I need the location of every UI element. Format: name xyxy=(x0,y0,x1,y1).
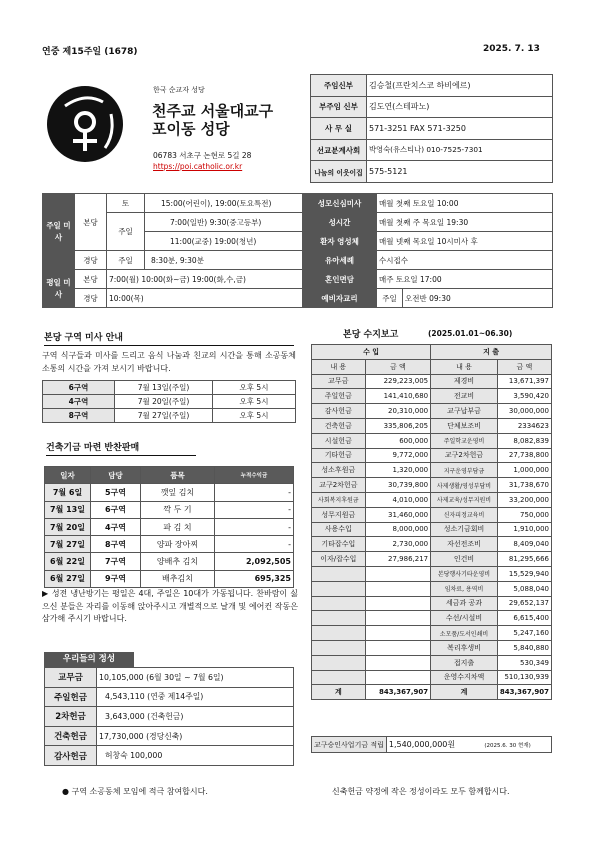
parish-address: 06783 서초구 논현로 5길 28 xyxy=(153,151,252,160)
parish-name: 포이동 성당 xyxy=(152,120,230,138)
event-cell: 7월 13일(주일) xyxy=(115,381,213,395)
bazaar-cell: 7월 13일 xyxy=(45,501,91,518)
event-cell: 7월 20일(주일) xyxy=(115,395,213,409)
mass-right-value: 매월 첫째 토요일 10:00 xyxy=(377,194,553,213)
finance-cell: 주일헌금 xyxy=(312,389,366,404)
finance-cell xyxy=(365,596,431,611)
table-row xyxy=(43,395,296,409)
info-row xyxy=(311,118,553,140)
table-row xyxy=(45,687,294,707)
finance-cell: 계 xyxy=(312,685,366,700)
finance-cell xyxy=(365,581,431,596)
offering-label: 주일헌금 xyxy=(45,687,97,707)
event-cell: 4구역 xyxy=(43,395,115,409)
finance-cell: 사용수입 xyxy=(312,522,366,537)
branch-sun-label: 주일 xyxy=(107,251,145,270)
table-row xyxy=(312,492,552,507)
table-row xyxy=(312,522,552,537)
finance-cell: 33,200,000 xyxy=(497,492,551,507)
finance-cell: 소모품/도서인쇄비 xyxy=(431,626,498,641)
finance-cell: 8,409,040 xyxy=(497,537,551,552)
finance-cell: 30,739,800 xyxy=(365,478,431,493)
mass-right-value: 매월 첫째 주 목요일 19:30 xyxy=(377,213,553,232)
info-value: 575-5121 xyxy=(367,161,553,183)
bazaar-cell: 7구역 xyxy=(91,553,141,570)
table-row xyxy=(312,448,552,463)
finance-cell: 2334623 xyxy=(497,418,551,433)
finance-cell: 전교비 xyxy=(431,389,498,404)
bazaar-cell: 파 김 치 xyxy=(141,518,215,535)
finance-cell: 복리후생비 xyxy=(431,640,498,655)
finance-period: (2025.01.01~06.30) xyxy=(428,329,513,338)
finance-cell xyxy=(312,626,366,641)
table-row xyxy=(312,581,552,596)
table-row xyxy=(312,566,552,581)
finance-cell: 주일학교운영비 xyxy=(431,433,498,448)
bazaar-cell: 양파 장아찌 xyxy=(141,536,215,553)
table-row xyxy=(312,404,552,419)
event-cell: 오후 5시 xyxy=(213,409,296,423)
table-row xyxy=(312,478,552,493)
date-label: 2025. 7. 13 xyxy=(483,44,540,54)
table-row xyxy=(312,626,552,641)
finance-cell: 지구운영부담금 xyxy=(431,463,498,478)
offering-table xyxy=(44,667,294,766)
bazaar-cell: 8구역 xyxy=(91,536,141,553)
table-row xyxy=(312,433,552,448)
table-row xyxy=(312,655,552,670)
mass-right-label: 성시간 xyxy=(303,213,377,232)
finance-cell: 4,010,000 xyxy=(365,492,431,507)
finance-cell: 이자/잡수입 xyxy=(312,552,366,567)
bazaar-cell: 깻잎 김치 xyxy=(141,484,215,501)
branch-sun-times: 8:30분, 9:30분 xyxy=(145,251,303,270)
finance-cell: 8,082,839 xyxy=(497,433,551,448)
event-cell: 8구역 xyxy=(43,409,115,423)
finance-cell: 5,088,040 xyxy=(497,581,551,596)
offering-value: 3,643,000 (건축헌금) xyxy=(97,707,294,727)
finance-cell: 수선/시설비 xyxy=(431,611,498,626)
table-row xyxy=(45,726,294,746)
finance-cell xyxy=(365,611,431,626)
info-label: 부주임 신부 xyxy=(311,96,367,118)
event-cell: 7월 27일(주일) xyxy=(115,409,213,423)
sun-times-1: 7:00(일반) 9:30(중고등부) xyxy=(145,213,303,232)
finance-cell: 1,320,000 xyxy=(365,463,431,478)
bazaar-cell: 6월 27일 xyxy=(45,570,91,587)
finance-cell: 510,130,939 xyxy=(497,670,551,685)
bazaar-cell: - xyxy=(215,484,294,501)
finance-cell: 600,000 xyxy=(365,433,431,448)
finance-cell: 제경비 xyxy=(431,374,498,389)
info-row xyxy=(311,96,553,118)
finance-cell: 27,986,217 xyxy=(365,552,431,567)
finance-cell: 자선전조비 xyxy=(431,537,498,552)
bazaar-cell: - xyxy=(215,536,294,553)
finance-cell: 교구2차헌금 xyxy=(431,448,498,463)
parish-url[interactable]: https://poi.catholic.or.kr xyxy=(153,162,243,171)
col-amount: 금 액 xyxy=(497,359,551,374)
table-row xyxy=(312,389,552,404)
finance-cell: 인건비 xyxy=(431,552,498,567)
bazaar-cell: 695,325 xyxy=(215,570,294,587)
table-row xyxy=(312,640,552,655)
finance-cell: 141,410,680 xyxy=(365,389,431,404)
col-amount: 금 액 xyxy=(365,359,431,374)
event-cell: 6구역 xyxy=(43,381,115,395)
table-row xyxy=(312,685,552,700)
finance-cell: 단체보조비 xyxy=(431,418,498,433)
finance-cell: 29,652,137 xyxy=(497,596,551,611)
bazaar-cell: 6월 22일 xyxy=(45,553,91,570)
bazaar-cell: 배추김치 xyxy=(141,570,215,587)
bazaar-cell: 양배추 김치 xyxy=(141,553,215,570)
finance-cell: 1,910,000 xyxy=(497,522,551,537)
sat-times: 15:00(어린이), 19:00(토요특전) xyxy=(145,194,303,213)
table-row xyxy=(45,668,294,688)
mass-right-value: 주일 xyxy=(377,289,403,308)
finance-cell: 성소후원금 xyxy=(312,463,366,478)
finance-cell: 6,615,400 xyxy=(497,611,551,626)
sat-label: 토 xyxy=(107,194,145,213)
finance-cell xyxy=(312,566,366,581)
bazaar-cell: 2,092,505 xyxy=(215,553,294,570)
finance-cell: 20,310,000 xyxy=(365,404,431,419)
finance-cell: 27,738,800 xyxy=(497,448,551,463)
table-row xyxy=(45,518,294,535)
weekday-main-label: 본당 xyxy=(75,270,107,289)
mass-right-label: 환자 영성체 xyxy=(303,232,377,251)
weekday-main-times: 7:00(월) 10:00(화~금) 19:00(화,수,금) xyxy=(107,270,303,289)
offering-value: 허창숙 100,000 xyxy=(97,746,294,766)
finance-cell: 사제생활/영성부담비 xyxy=(431,478,498,493)
finance-cell: 사제교육/성무지원비 xyxy=(431,492,498,507)
table-row xyxy=(312,552,552,567)
finance-cell: 2,730,000 xyxy=(365,537,431,552)
main-church-label: 본당 xyxy=(75,194,107,251)
bazaar-header: 품목 xyxy=(141,467,215,484)
finance-cell xyxy=(365,566,431,581)
mass-right-value: 수시접수 xyxy=(377,251,553,270)
finance-cell xyxy=(312,596,366,611)
bazaar-table xyxy=(44,466,294,588)
finance-table xyxy=(311,344,552,700)
sun-times-2: 11:00(교중) 19:00(청년) xyxy=(145,232,303,251)
mass-right-extra: 오전반 09:30 xyxy=(403,289,553,308)
finance-cell: 5,247,160 xyxy=(497,626,551,641)
finance-cell: 8,000,000 xyxy=(365,522,431,537)
event-title: 본당 구역 미사 안내 xyxy=(44,330,294,346)
finance-cell xyxy=(365,670,431,685)
finance-cell: 기타헌금 xyxy=(312,448,366,463)
bazaar-header: 일자 xyxy=(45,467,91,484)
fund-label: 교구승인사업기금 적립 xyxy=(312,737,387,753)
table-row xyxy=(312,374,552,389)
weekday-mass-label: 평일 미사 xyxy=(43,270,75,308)
finance-cell: 31,460,000 xyxy=(365,507,431,522)
info-row xyxy=(311,139,553,161)
table-row xyxy=(312,507,552,522)
info-table xyxy=(310,74,553,183)
table-row xyxy=(312,418,552,433)
finance-cell: 건축헌금 xyxy=(312,418,366,433)
expense-header: 지 출 xyxy=(431,345,552,360)
offering-label: 교무금 xyxy=(45,668,97,688)
finance-cell: 750,000 xyxy=(497,507,551,522)
col-item: 내 용 xyxy=(431,359,498,374)
weekday-branch-times: 10:00(목) xyxy=(107,289,303,308)
finance-cell: 교구납부금 xyxy=(431,404,498,419)
finance-cell: 335,806,205 xyxy=(365,418,431,433)
info-label: 주임신부 xyxy=(311,75,367,97)
finance-cell: 임차료, 용역비 xyxy=(431,581,498,596)
table-row xyxy=(45,536,294,553)
table-row xyxy=(45,501,294,518)
finance-cell: 13,671,397 xyxy=(497,374,551,389)
table-row xyxy=(43,409,296,423)
mass-right-label: 성모신심미사 xyxy=(303,194,377,213)
finance-cell: 229,223,005 xyxy=(365,374,431,389)
parish-logo xyxy=(45,84,125,164)
finance-cell: 교무금 xyxy=(312,374,366,389)
finance-cell xyxy=(312,655,366,670)
finance-title: 본당 수지보고 xyxy=(343,330,399,340)
table-row xyxy=(312,611,552,626)
diocese-name: 천주교 서울대교구 xyxy=(152,102,274,120)
finance-cell: 31,738,670 xyxy=(497,478,551,493)
bazaar-cell: 9구역 xyxy=(91,570,141,587)
table-row xyxy=(43,381,296,395)
event-cell: 오후 5시 xyxy=(213,381,296,395)
fund-note: (2025.6. 30 현재) xyxy=(482,737,551,753)
notice-text: ▶ 성전 냉난방기는 평일은 4대, 주일은 10대가 가동됩니다. 찬바람이 싫으신 분들은 자리를 이동해 앉아주시고 개별적으로 날개 및 에어컨 작동은 삼가해 주시기 바랍니다. xyxy=(42,589,298,623)
info-label: 선교분계사회 xyxy=(311,139,367,161)
branch-label: 경당 xyxy=(75,251,107,270)
bazaar-cell: 5구역 xyxy=(91,484,141,501)
finance-cell: 9,772,000 xyxy=(365,448,431,463)
finance-cell: 30,000,000 xyxy=(497,404,551,419)
bazaar-cell: - xyxy=(215,501,294,518)
finance-cell: 843,367,907 xyxy=(365,685,431,700)
finance-cell: 시설헌금 xyxy=(312,433,366,448)
mass-right-value: 매월 넷째 목요일 10시미사 후 xyxy=(377,232,553,251)
finance-cell: 1,000,000 xyxy=(497,463,551,478)
offering-value: 17,730,000 (경당신축) xyxy=(97,726,294,746)
finance-cell: 감사헌금 xyxy=(312,404,366,419)
finance-cell: 530,349 xyxy=(497,655,551,670)
info-row xyxy=(311,161,553,183)
bazaar-header: 누적수익금 xyxy=(215,467,294,484)
finance-cell xyxy=(365,655,431,670)
finance-cell xyxy=(365,626,431,641)
table-row xyxy=(312,537,552,552)
mass-right-label: 혼인면담 xyxy=(303,270,377,289)
finance-cell: 접지출 xyxy=(431,655,498,670)
table-row xyxy=(45,707,294,727)
fund-table xyxy=(311,736,552,753)
info-value: 김도연(스테파노) xyxy=(367,96,553,118)
footer-left: ● 구역 소공동체 모임에 적극 참여합시다. xyxy=(62,787,208,796)
sunday-mass-label: 주일 미사 xyxy=(43,194,75,270)
offering-title: 우리들의 정성 xyxy=(44,652,134,667)
event-table xyxy=(42,380,296,423)
bazaar-cell: 7월 6일 xyxy=(45,484,91,501)
mass-right-label: 유아세례 xyxy=(303,251,377,270)
offering-label: 건축헌금 xyxy=(45,726,97,746)
finance-cell: 세금과 공과 xyxy=(431,596,498,611)
bazaar-cell: - xyxy=(215,518,294,535)
bazaar-cell: 7월 20일 xyxy=(45,518,91,535)
table-row xyxy=(45,553,294,570)
bazaar-cell: 6구역 xyxy=(91,501,141,518)
offering-label: 감사헌금 xyxy=(45,746,97,766)
col-item: 내 용 xyxy=(312,359,366,374)
bazaar-cell: 4구역 xyxy=(91,518,141,535)
finance-cell: 본당행사기타운영비 xyxy=(431,566,498,581)
bazaar-title: 건축기금 마련 반찬판매 xyxy=(46,440,196,456)
fund-value: 1,540,000,000원 xyxy=(386,737,482,753)
finance-cell: 성소기금회비 xyxy=(431,522,498,537)
table-row xyxy=(45,484,294,501)
event-text: 구역 식구들과 미사를 드리고 음식 나눔과 친교의 시간을 통해 소공동체 소통의 시간을 가져 보시기 바랍니다. xyxy=(42,351,296,373)
finance-cell: 신자피정교육비 xyxy=(431,507,498,522)
info-value: 박영숙(유스티나) 010-7525-7301 xyxy=(367,139,553,161)
mass-right-value: 매주 토요일 17:00 xyxy=(377,270,553,289)
table-row xyxy=(312,463,552,478)
sun-label: 주일 xyxy=(107,213,145,251)
weekday-branch-label: 경당 xyxy=(75,289,107,308)
mass-schedule-table xyxy=(42,193,553,308)
finance-cell: 교구2차헌금 xyxy=(312,478,366,493)
issue-label: 연중 제15주일 (1678) xyxy=(42,47,138,57)
info-label: 사 무 실 xyxy=(311,118,367,140)
finance-cell xyxy=(365,640,431,655)
finance-cell xyxy=(312,581,366,596)
offering-value: 4,543,110 (연중 제14주일) xyxy=(97,687,294,707)
finance-cell: 3,590,420 xyxy=(497,389,551,404)
footer-left-text: 구역 소공동체 모임에 적극 참여합시다. xyxy=(71,787,208,796)
finance-cell: 기타잡수입 xyxy=(312,537,366,552)
parish-top-line: 한국 순교자 성당 xyxy=(153,86,205,94)
finance-cell: 운영수지차액 xyxy=(431,670,498,685)
table-row xyxy=(312,596,552,611)
info-label: 나눔의 이웃이집 xyxy=(311,161,367,183)
finance-cell xyxy=(312,611,366,626)
bazaar-cell: 7월 27일 xyxy=(45,536,91,553)
offering-value: 10,105,000 (6월 30일 ~ 7월 6일) xyxy=(97,668,294,688)
info-value: 김승철(프란치스코 하비에르) xyxy=(367,75,553,97)
footer-right: 신축헌금 약정에 작은 정성이라도 모두 함께합시다. xyxy=(332,787,510,796)
offering-label: 2차헌금 xyxy=(45,707,97,727)
info-row xyxy=(311,75,553,97)
table-row xyxy=(312,670,552,685)
finance-cell: 843,367,907 xyxy=(497,685,551,700)
finance-cell: 사회복지후원금 xyxy=(312,492,366,507)
bazaar-cell: 깍 두 기 xyxy=(141,501,215,518)
mass-right-label: 예비자교리 xyxy=(303,289,377,308)
event-cell: 오후 5시 xyxy=(213,395,296,409)
finance-cell: 계 xyxy=(431,685,498,700)
finance-cell: 81,295,666 xyxy=(497,552,551,567)
info-value: 571-3251 FAX 571-3250 xyxy=(367,118,553,140)
table-row xyxy=(45,746,294,766)
income-header: 수 입 xyxy=(312,345,431,360)
table-row xyxy=(45,570,294,587)
bazaar-header: 담당 xyxy=(91,467,141,484)
finance-cell xyxy=(312,640,366,655)
finance-cell xyxy=(312,670,366,685)
finance-cell: 5,840,880 xyxy=(497,640,551,655)
finance-cell: 성무지원금 xyxy=(312,507,366,522)
finance-cell: 15,529,940 xyxy=(497,566,551,581)
